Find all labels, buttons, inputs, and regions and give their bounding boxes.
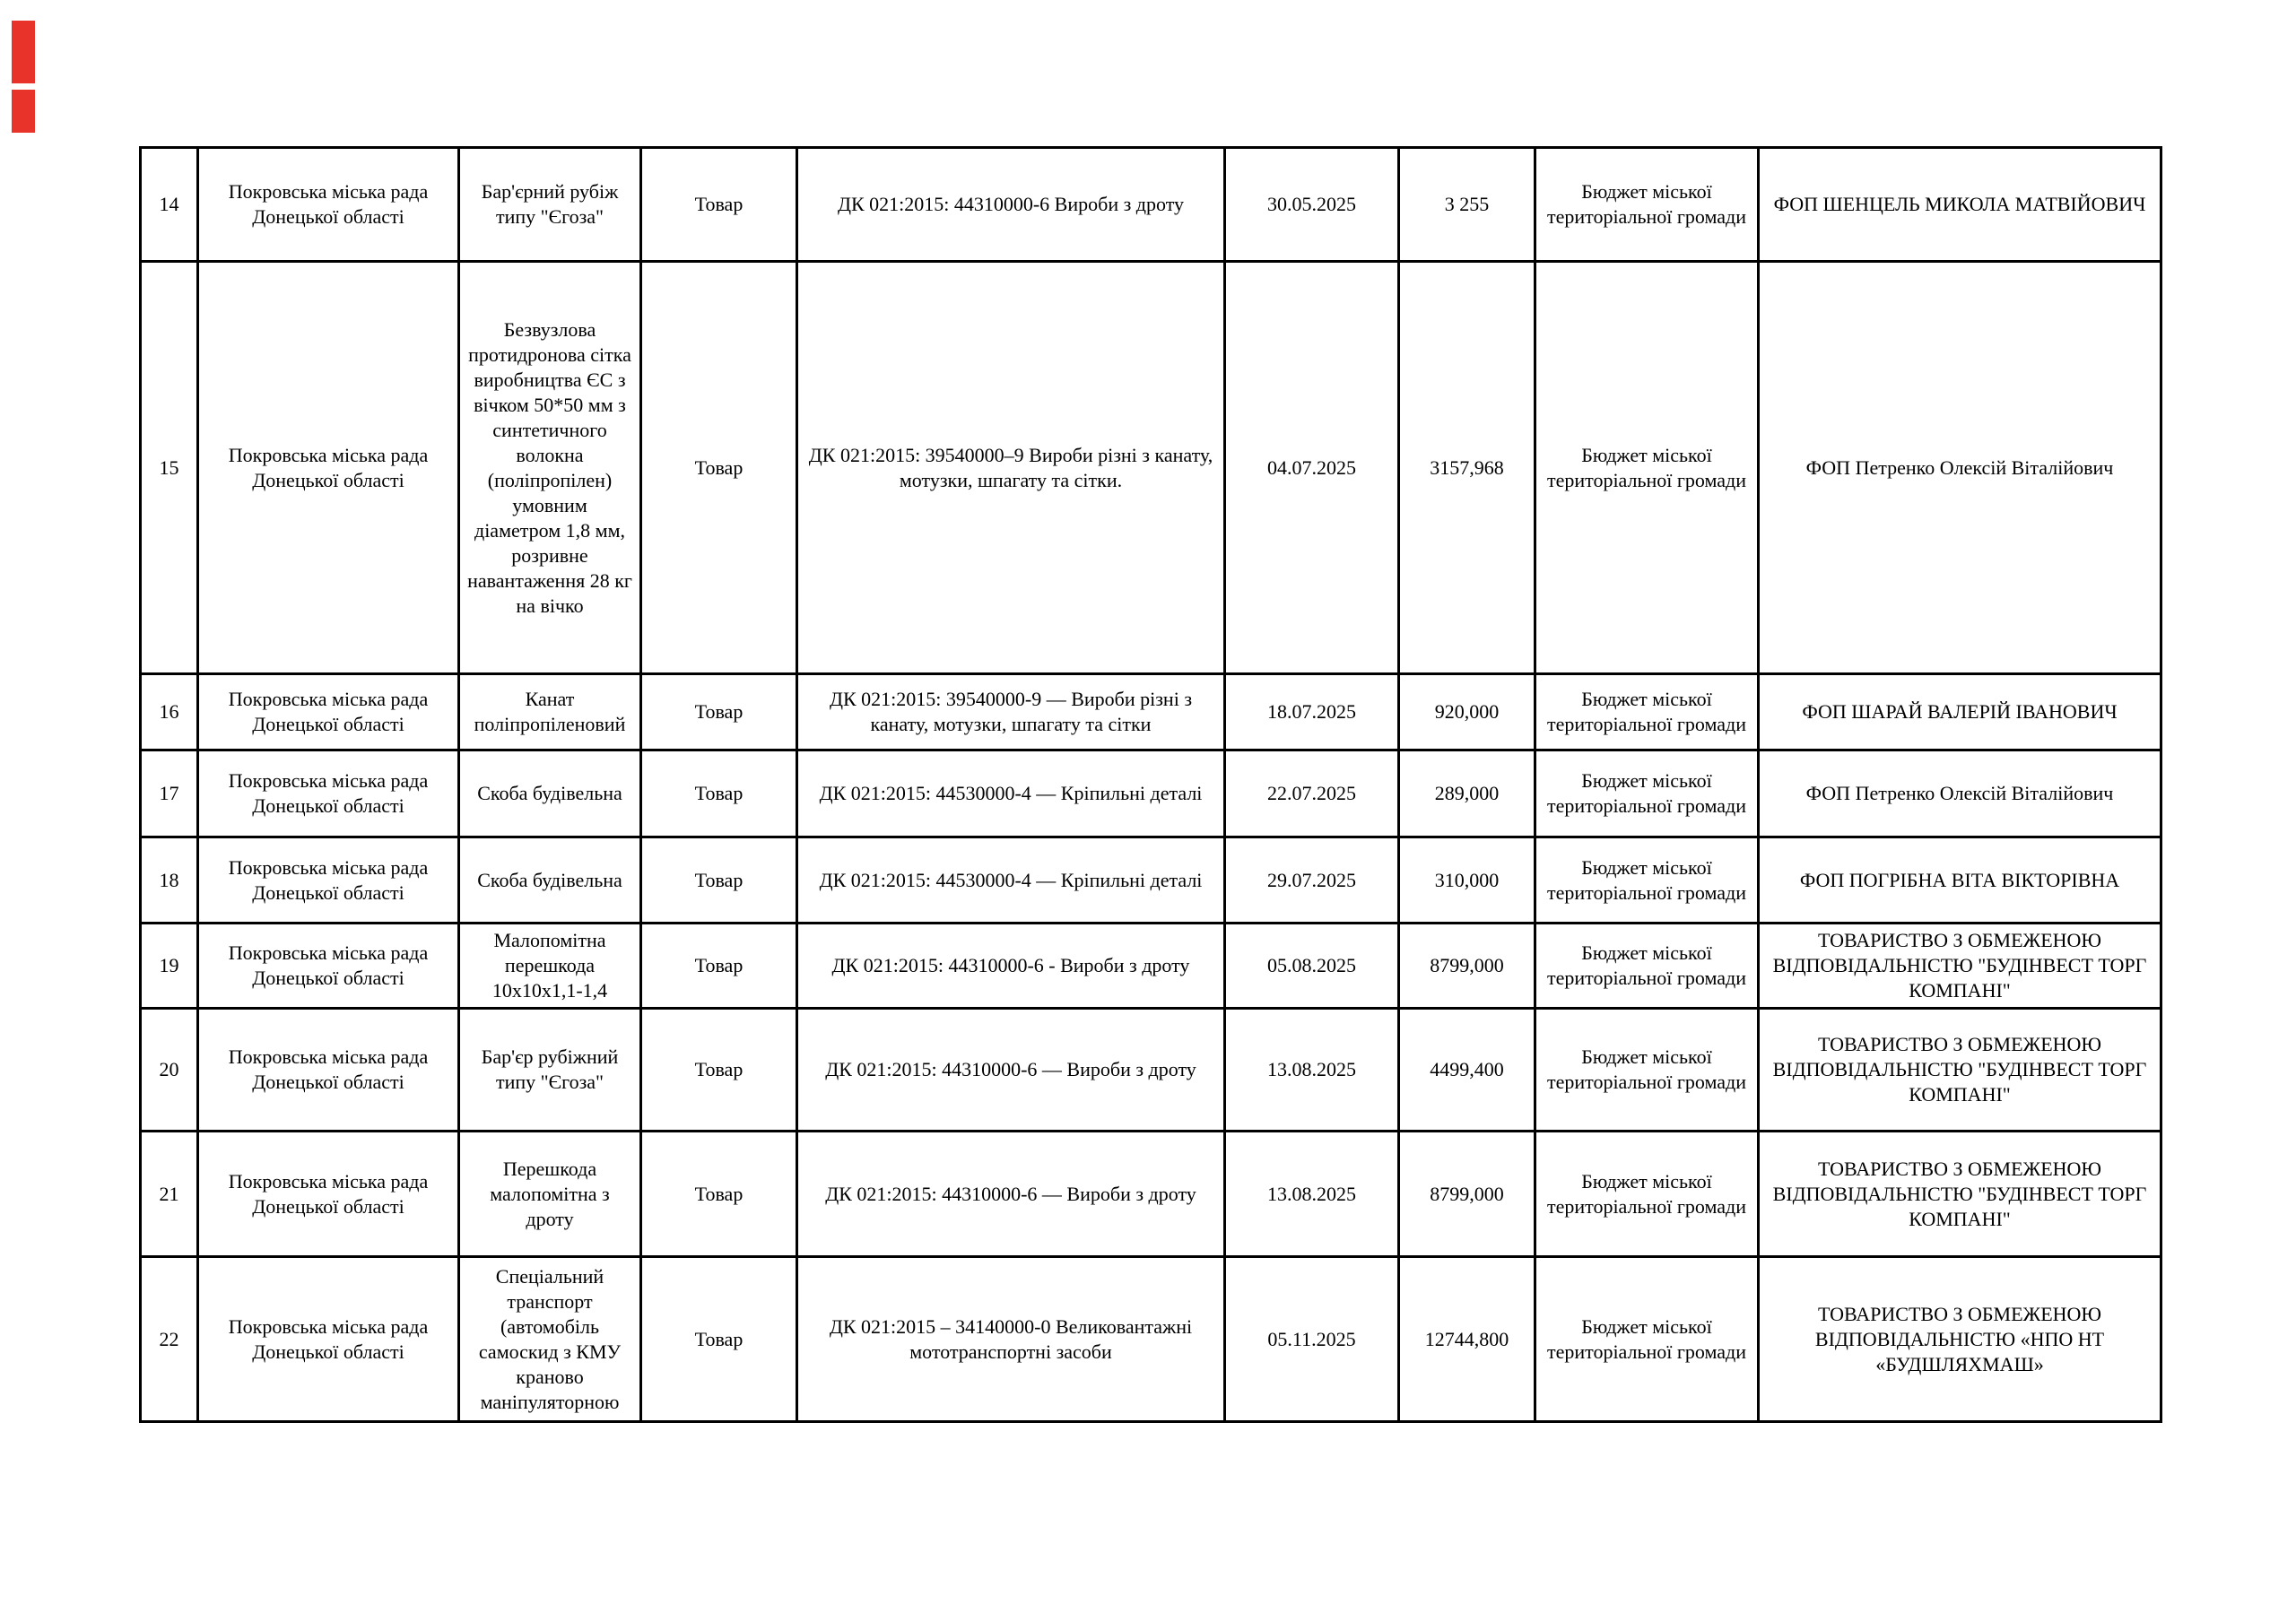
- table-row: [141, 924, 2161, 1009]
- cell-num: 14: [141, 148, 198, 262]
- cell-item: Перешкода малопомітна з дроту: [459, 1132, 641, 1257]
- cell-dk: ДК 021:2015: 39540000–9 Вироби різні з канату, мотузки, шпагату та сітки.: [797, 262, 1225, 674]
- page-annotation-mark: [12, 90, 35, 133]
- cell-type: Товар: [641, 1009, 797, 1132]
- cell-date: 30.05.2025: [1225, 148, 1399, 262]
- cell-org: Покровська міська рада Донецької області: [198, 262, 459, 674]
- table-row: [141, 262, 2161, 674]
- cell-type: Товар: [641, 674, 797, 750]
- cell-type: Товар: [641, 837, 797, 924]
- cell-num: 18: [141, 837, 198, 924]
- cell-org: Покровська міська рада Донецької області: [198, 924, 459, 1009]
- cell-item: Безвузлова протидронова сітка виробництва ЄС з вічком 50*50 мм з синтетичного волокна (поліпропілен) умовним діаметром 1,8 мм, розривне навантаження 28 кг на вічко: [459, 262, 641, 674]
- cell-amount: 920,000: [1399, 674, 1535, 750]
- cell-date: 29.07.2025: [1225, 837, 1399, 924]
- cell-num: 17: [141, 750, 198, 837]
- procurement-table: [139, 146, 2162, 1423]
- cell-dk: ДК 021:2015: 44310000-6 — Вироби з дроту: [797, 1132, 1225, 1257]
- cell-date: 04.07.2025: [1225, 262, 1399, 674]
- cell-item: Бар'єр рубіжний типу "Єгоза": [459, 1009, 641, 1132]
- cell-dk: ДК 021:2015: 39540000-9 — Вироби різні з канату, мотузки, шпагату та сітки: [797, 674, 1225, 750]
- cell-budget: Бюджет міської територіальної громади: [1535, 262, 1759, 674]
- cell-num: 15: [141, 262, 198, 674]
- cell-date: 22.07.2025: [1225, 750, 1399, 837]
- cell-supplier: ТОВАРИСТВО З ОБМЕЖЕНОЮ ВІДПОВІДАЛЬНІСТЮ "БУДІНВЕСТ ТОРГ КОМПАНІ": [1759, 1132, 2161, 1257]
- cell-dk: ДК 021:2015: 44530000-4 — Кріпильні деталі: [797, 750, 1225, 837]
- cell-num: 19: [141, 924, 198, 1009]
- cell-date: 05.08.2025: [1225, 924, 1399, 1009]
- table-row: [141, 1009, 2161, 1132]
- cell-type: Товар: [641, 148, 797, 262]
- cell-amount: 12744,800: [1399, 1257, 1535, 1422]
- cell-dk: ДК 021:2015 – 34140000-0 Великовантажні мототранспортні засоби: [797, 1257, 1225, 1422]
- cell-supplier: ФОП ШАРАЙ ВАЛЕРІЙ ІВАНОВИЧ: [1759, 674, 2161, 750]
- table-row: [141, 1257, 2161, 1422]
- cell-item: Скоба будівельна: [459, 750, 641, 837]
- table-row: [141, 750, 2161, 837]
- cell-budget: Бюджет міської територіальної громади: [1535, 1009, 1759, 1132]
- cell-dk: ДК 021:2015: 44530000-4 — Кріпильні деталі: [797, 837, 1225, 924]
- cell-budget: Бюджет міської територіальної громади: [1535, 924, 1759, 1009]
- cell-amount: 3157,968: [1399, 262, 1535, 674]
- cell-amount: 4499,400: [1399, 1009, 1535, 1132]
- cell-budget: Бюджет міської територіальної громади: [1535, 148, 1759, 262]
- cell-supplier: ФОП Петренко Олексій Віталійович: [1759, 750, 2161, 837]
- table-row: [141, 148, 2161, 262]
- cell-org: Покровська міська рада Донецької області: [198, 1257, 459, 1422]
- cell-budget: Бюджет міської територіальної громади: [1535, 1132, 1759, 1257]
- cell-supplier: ФОП Петренко Олексій Віталійович: [1759, 262, 2161, 674]
- cell-date: 05.11.2025: [1225, 1257, 1399, 1422]
- cell-budget: Бюджет міської територіальної громади: [1535, 837, 1759, 924]
- cell-item: Канат поліпропіленовий: [459, 674, 641, 750]
- cell-num: 22: [141, 1257, 198, 1422]
- cell-type: Товар: [641, 750, 797, 837]
- cell-item: Скоба будівельна: [459, 837, 641, 924]
- cell-dk: ДК 021:2015: 44310000-6 Вироби з дроту: [797, 148, 1225, 262]
- cell-org: Покровська міська рада Донецької області: [198, 1009, 459, 1132]
- cell-org: Покровська міська рада Донецької області: [198, 750, 459, 837]
- cell-dk: ДК 021:2015: 44310000-6 — Вироби з дроту: [797, 1009, 1225, 1132]
- cell-org: Покровська міська рада Донецької області: [198, 148, 459, 262]
- cell-amount: 310,000: [1399, 837, 1535, 924]
- cell-type: Товар: [641, 1257, 797, 1422]
- table-row: [141, 1132, 2161, 1257]
- page-annotation-mark: [12, 21, 35, 83]
- cell-type: Товар: [641, 1132, 797, 1257]
- table-row: [141, 674, 2161, 750]
- cell-item: Спеціальний транспорт (автомобіль самоскид з КМУ краново маніпуляторною: [459, 1257, 641, 1422]
- cell-amount: 8799,000: [1399, 924, 1535, 1009]
- cell-type: Товар: [641, 924, 797, 1009]
- table-row: [141, 837, 2161, 924]
- cell-org: Покровська міська рада Донецької області: [198, 674, 459, 750]
- cell-supplier: ФОП ШЕНЦЕЛЬ МИКОЛА МАТВІЙОВИЧ: [1759, 148, 2161, 262]
- cell-budget: Бюджет міської територіальної громади: [1535, 674, 1759, 750]
- cell-org: Покровська міська рада Донецької області: [198, 837, 459, 924]
- cell-org: Покровська міська рада Донецької області: [198, 1132, 459, 1257]
- cell-num: 20: [141, 1009, 198, 1132]
- cell-num: 21: [141, 1132, 198, 1257]
- cell-supplier: ТОВАРИСТВО З ОБМЕЖЕНОЮ ВІДПОВІДАЛЬНІСТЮ "БУДІНВЕСТ ТОРГ КОМПАНІ": [1759, 924, 2161, 1009]
- cell-item: Бар'єрний рубіж типу "Єгоза": [459, 148, 641, 262]
- cell-supplier: ТОВАРИСТВО З ОБМЕЖЕНОЮ ВІДПОВІДАЛЬНІСТЮ «НПО НТ «БУДШЛЯХМАШ»: [1759, 1257, 2161, 1422]
- cell-amount: 289,000: [1399, 750, 1535, 837]
- cell-date: 13.08.2025: [1225, 1132, 1399, 1257]
- cell-dk: ДК 021:2015: 44310000-6 - Вироби з дроту: [797, 924, 1225, 1009]
- cell-supplier: ФОП ПОГРІБНА ВІТА ВІКТОРІВНА: [1759, 837, 2161, 924]
- cell-date: 13.08.2025: [1225, 1009, 1399, 1132]
- cell-date: 18.07.2025: [1225, 674, 1399, 750]
- cell-budget: Бюджет міської територіальної громади: [1535, 750, 1759, 837]
- cell-budget: Бюджет міської територіальної громади: [1535, 1257, 1759, 1422]
- cell-amount: 8799,000: [1399, 1132, 1535, 1257]
- cell-amount: 3 255: [1399, 148, 1535, 262]
- cell-item: Малопомітна перешкода 10х10х1,1-1,4: [459, 924, 641, 1009]
- table-body: [141, 148, 2161, 1422]
- cell-type: Товар: [641, 262, 797, 674]
- cell-num: 16: [141, 674, 198, 750]
- cell-supplier: ТОВАРИСТВО З ОБМЕЖЕНОЮ ВІДПОВІДАЛЬНІСТЮ "БУДІНВЕСТ ТОРГ КОМПАНІ": [1759, 1009, 2161, 1132]
